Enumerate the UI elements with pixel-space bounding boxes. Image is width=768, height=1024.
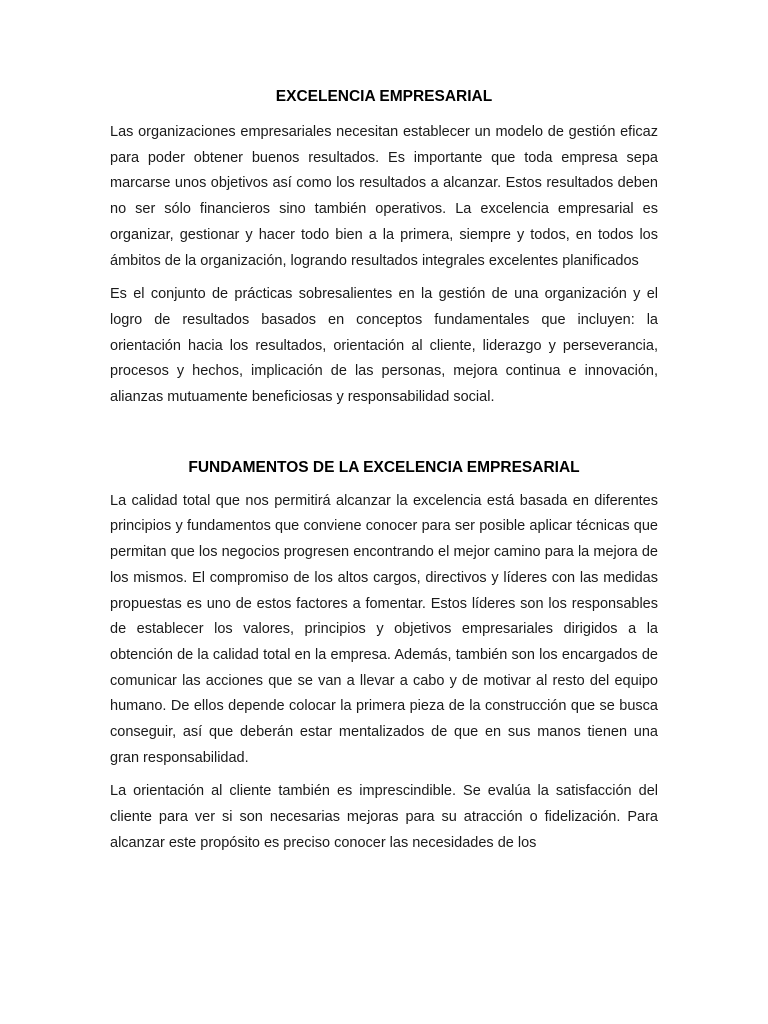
paragraph-intro: Las organizaciones empresariales necesitan establecer un modelo de gestión eficaz para poder obtener buenos resultados. Es importante que toda empresa sepa marcarse unos objetivos así como los resultados a alcanzar. Estos resultados deben no ser sólo financieros sino también operativos. La excelencia empresarial es organizar, gestionar y hacer todo bien a la primera, siempre y todos, en todos los ámbitos de la organización, logrando resultados integrales excelentes planificados [110, 124, 658, 269]
section-title-fundamentos: FUNDAMENTOS DE LA EXCELENCIA EMPRESARIAL [188, 458, 580, 476]
section-title-excelencia: EXCELENCIA EMPRESARIAL [275, 88, 493, 105]
paragraph-definition: Es el conjunto de prácticas sobresalientes en la gestión de una organización y el logro de resultados basados en conceptos fundamentales que incluyen: la orientación hacia los resultados, orientación al cliente, liderazgo y perseverancia, procesos y hechos, implicación de las personas, mejora continua e innovación, alianzas mutuamente beneficiosas y responsabilidad social. [110, 286, 658, 406]
paragraph-orientacion-cliente: La orientación al cliente también es imprescindible. Se evalúa la satisfacción del cliente para ver si son necesarias mejoras para su atracción o fidelización. Para alcanzar este propósito es preciso conocer las necesidades de los [110, 783, 658, 851]
paragraph-calidad-total: La calidad total que nos permitirá alcanzar la excelencia está basada en diferentes principios y fundamentos que conviene conocer para ser posible aplicar técnicas que permitan que los negocios progresen encontrando el mejor camino para la mejora de los mismos. El compromiso de los altos cargos, directivos y líderes con las medidas propuestas es uno de estos factores a fomentar. Estos líderes son los responsables de establecer los valores, principios y objetivos empresariales dirigidos a la obtención de la calidad total en la empresa. Además, también son los encargados de comunicar las acciones que se van a llevar a cabo y de motivar al resto del equipo humano. De ellos depende colocar la primera pieza de la construcción que se busca conseguir, así que deberán estar mentalizados de que en sus manos tienen una gran responsabilidad. [110, 492, 658, 766]
